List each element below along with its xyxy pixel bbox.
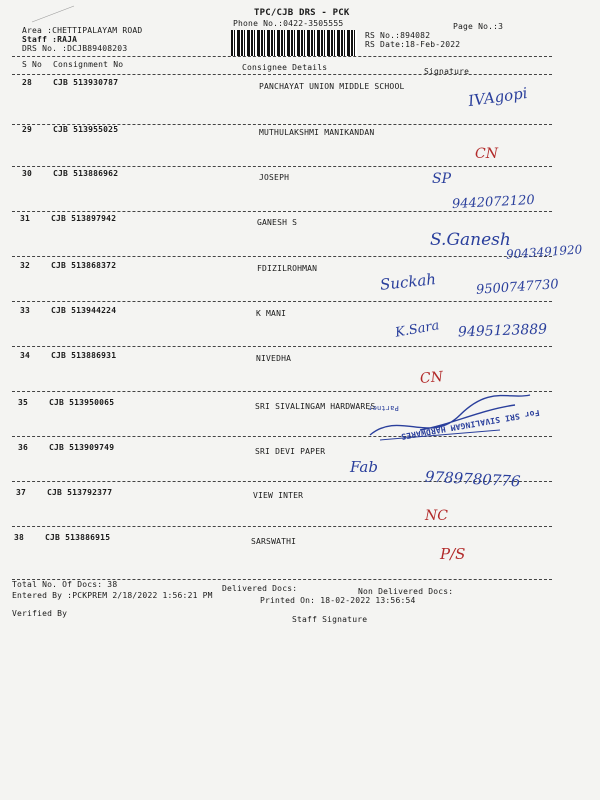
col-consignment: Consignment No [53,60,124,69]
signature-33: K.Sara [394,318,441,341]
col-consignee: Consignee Details [242,63,328,72]
col-sno: S No [22,60,43,69]
row-consignment: CJB 513955025 [53,125,119,134]
row-consignee: VIEW INTER [253,491,304,500]
row-consignee: PANCHAYAT UNION MIDDLE SCHOOL [259,82,405,91]
row-consignment: CJB 513886962 [53,169,119,178]
area-label: Area :CHETTIPALAYAM ROAD [22,26,143,35]
drs-number: DRS No. :DCJB89408203 [22,44,128,53]
row-divider [12,346,552,347]
row-sno: 36 [18,443,29,452]
row-consignee: SRI SIVALINGAM HARDWARES [255,402,376,411]
row-consignee: FDIZILROHMAN [257,264,318,273]
page-number: Page No.:3 [453,22,504,31]
row-consignment: CJB 513909749 [49,443,115,452]
row-consignment: CJB 513930787 [53,78,119,87]
phone-36: 9789780776 [424,467,521,491]
signature-36: Fab [350,458,378,476]
row-consignee: SRI DEVI PAPER [255,447,326,456]
delivered-docs: Delivered Docs: [222,584,298,593]
entered-by: Entered By :PCKPREM 2/18/2022 1:56:21 PM [12,591,213,600]
row-consignee: JOSEPH [259,173,290,182]
row-consignment: CJB 513897942 [51,214,117,223]
row-sno: 28 [22,78,33,87]
row-consignee: SARSWATHI [251,537,297,546]
phone-32: 9500747730 [475,277,560,298]
row-divider [12,301,552,302]
row-sno: 29 [22,125,33,134]
phone-33: 9495123889 [457,321,548,341]
printed-on: Printed On: 18-02-2022 13:56:54 [260,596,416,605]
row-consignee: GANESH S [257,218,298,227]
stamp-company-name: For SRI SIVALINGAM HARDWARES [400,407,541,442]
rs-date: RS Date:18-Feb-2022 [365,40,461,49]
column-divider [12,74,552,75]
row-sno: 32 [20,261,31,270]
non-delivered-docs: Non Delivered Docs: [358,587,454,596]
col-signature: Signature [424,67,470,76]
signature-38: P/S [440,545,466,563]
row-sno: 33 [20,306,31,315]
signature-37: NC [425,508,448,524]
row-consignee: K MANI [256,309,287,318]
row-consignment: CJB 513944224 [51,306,117,315]
header-divider [12,56,552,57]
document-title: TPC/CJB DRS - PCK [254,8,350,18]
row-consignment: CJB 513792377 [47,488,113,497]
row-consignee: NIVEDHA [256,354,292,363]
pen-stroke-mark [30,4,80,24]
staff-signature: Staff Signature [292,615,368,624]
stamp-partner: Partner [368,404,399,412]
row-consignment: CJB 513950065 [49,398,115,407]
signature-30: SP [432,171,452,187]
signature-29: CN [475,146,498,162]
company-stamp [360,400,560,460]
signature-28: IVAgopi [467,83,529,111]
row-divider [12,526,552,527]
row-divider [12,166,552,167]
row-consignment: CJB 513886931 [51,351,117,360]
row-consignment: CJB 513868372 [51,261,117,270]
row-sno: 34 [20,351,31,360]
row-consignee: MUTHULAKSHMI MANIKANDAN [259,128,375,137]
row-sno: 30 [22,169,33,178]
staff-label: Staff :RAJA [22,35,78,44]
row-sno: 37 [16,488,27,497]
signature-34: CN [419,369,444,387]
row-consignment: CJB 513886915 [45,533,111,542]
total-docs: Total No. Of Docs: 38 [12,580,118,589]
signature-31: S.Ganesh [430,230,511,250]
row-divider [12,256,552,257]
barcode [231,30,357,56]
phone-number: Phone No.:0422-3505555 [233,19,344,28]
phone-31: 9043491920 [505,242,583,262]
row-sno: 31 [20,214,31,223]
row-sno: 35 [18,398,29,407]
phone-30: 9442072120 [451,192,536,213]
signature-32: Suckah [379,270,437,294]
verified-by: Verified By [12,609,68,618]
row-sno: 38 [14,533,25,542]
rs-number: RS No.:894082 [365,31,431,40]
